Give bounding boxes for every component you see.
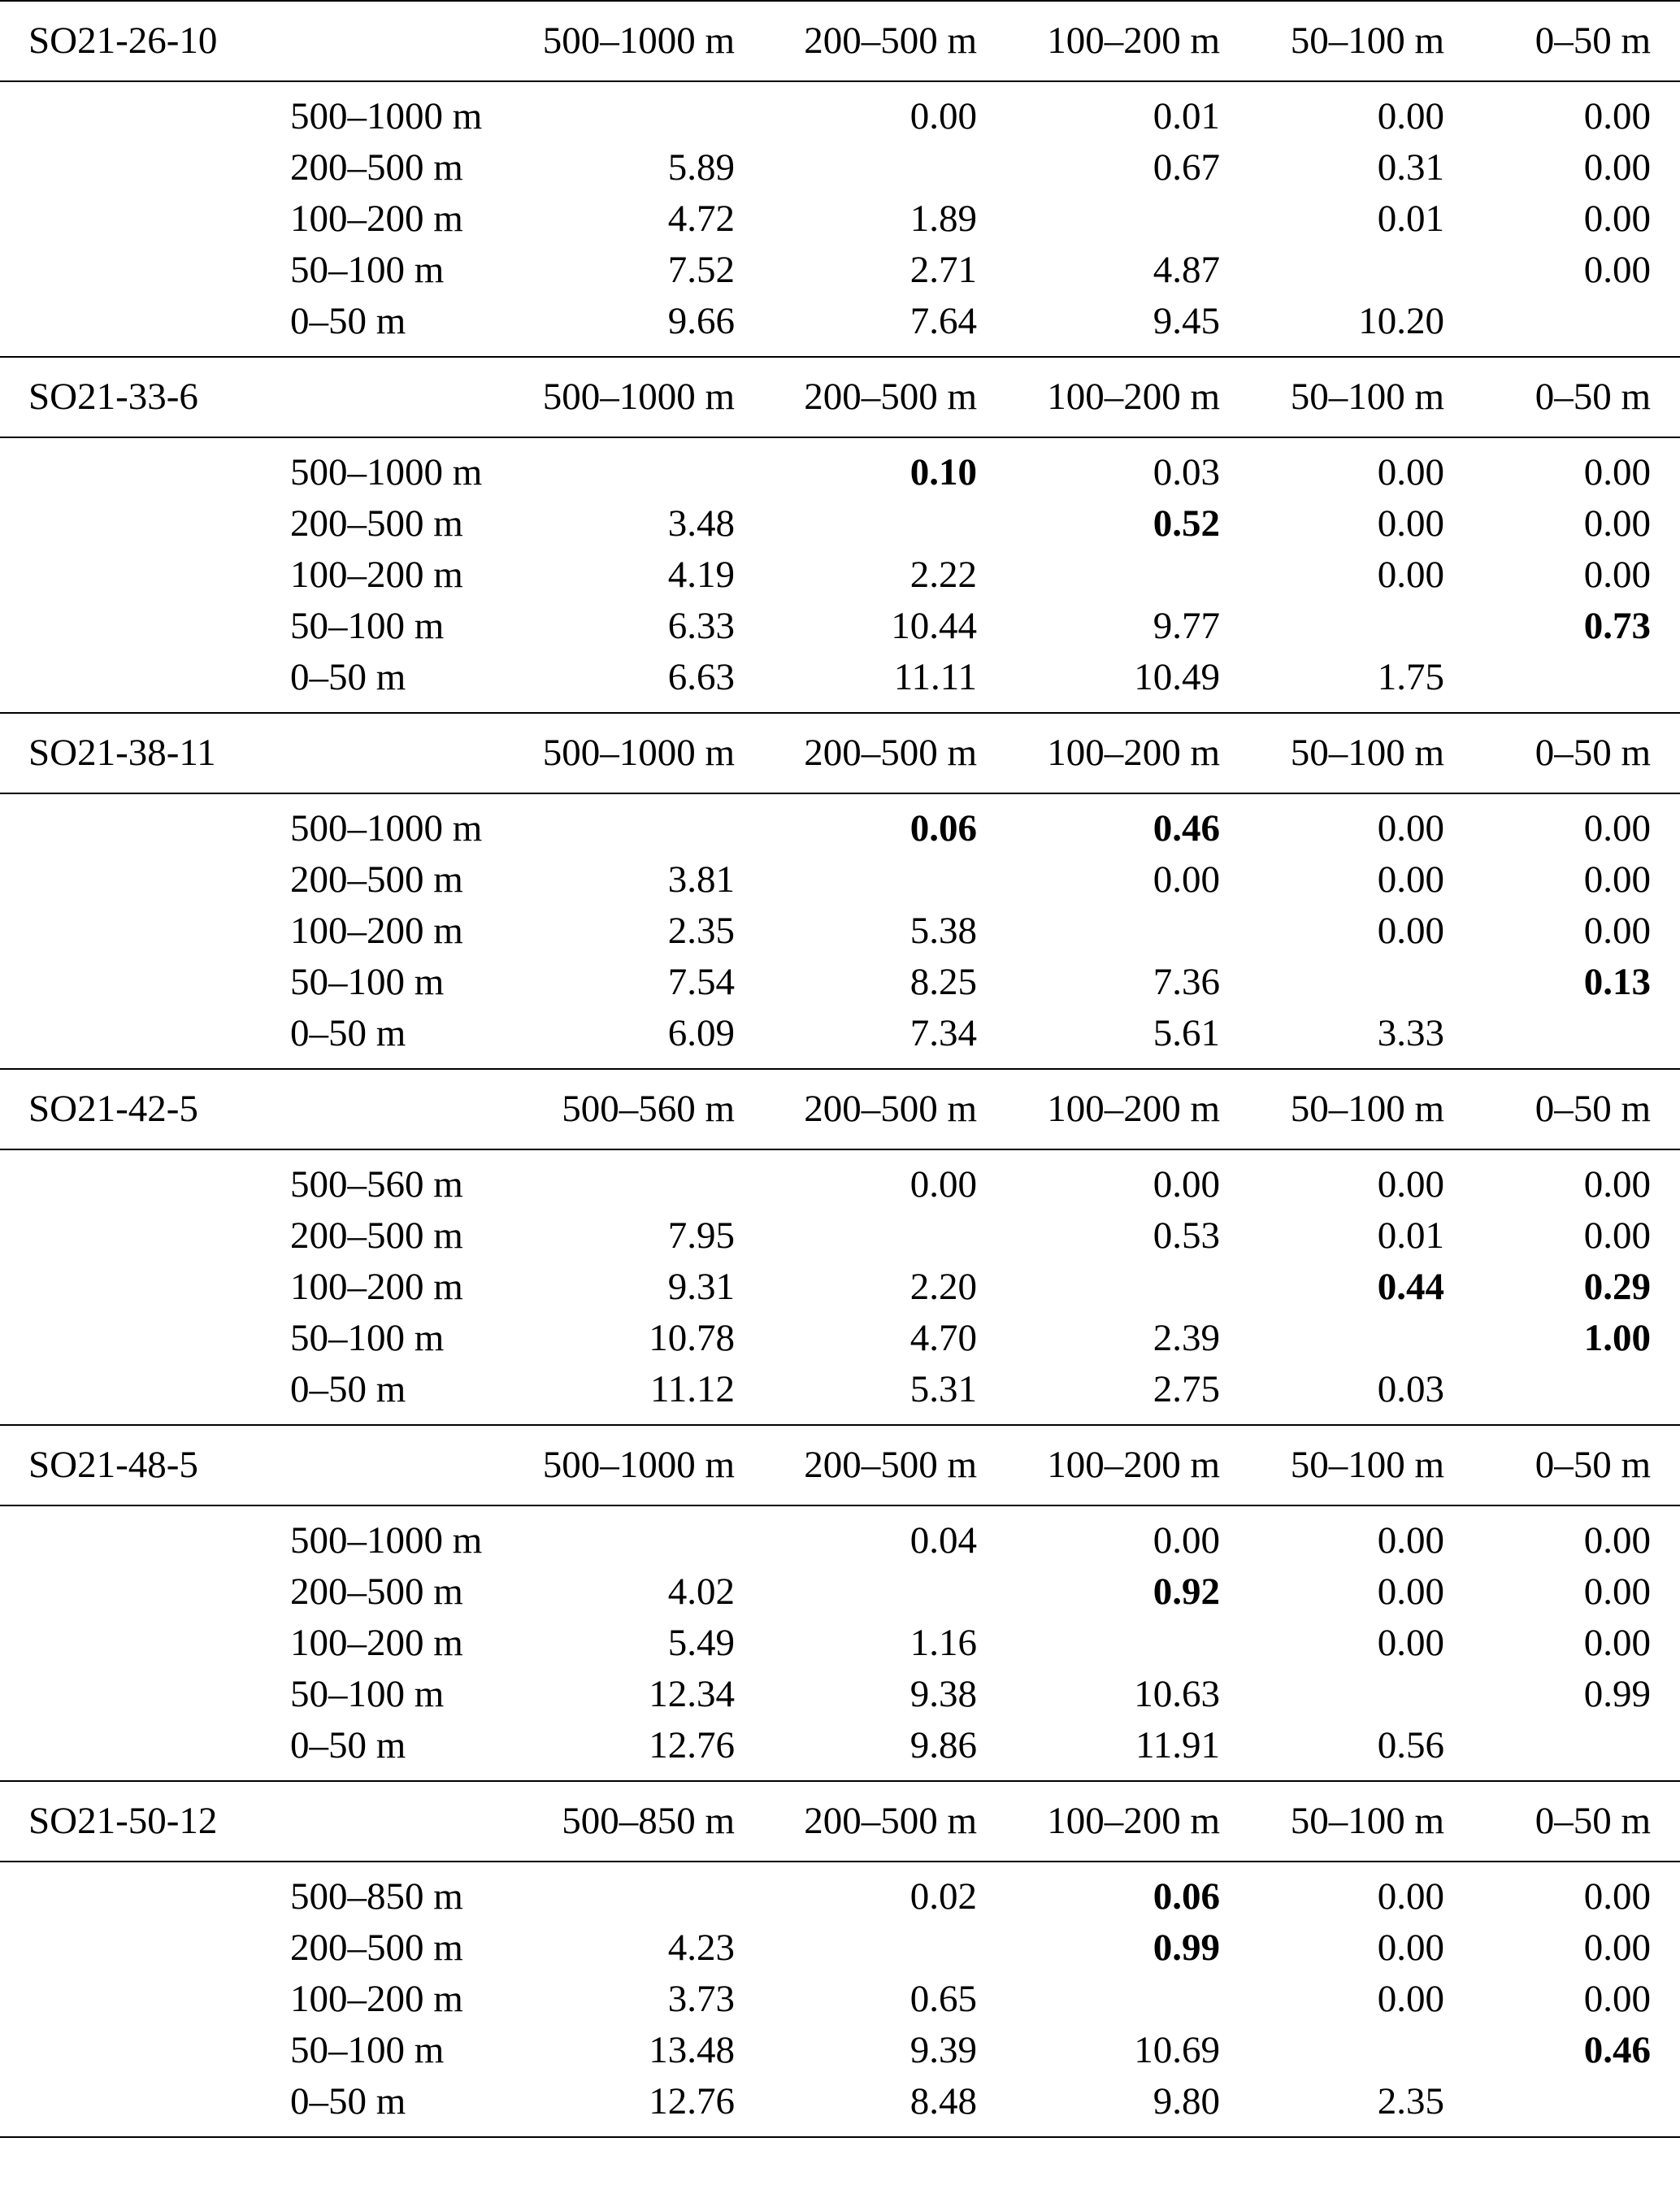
table-cell [1474,296,1680,347]
column-header: 100–200 m [1006,1,1249,81]
row-label: 200–500 m [290,1927,463,1969]
table-row [0,1669,1680,1720]
table-cell: 10.49 [1134,656,1221,698]
table-cell: 0.00 [1583,198,1652,240]
table-cell: 4.19 [667,554,736,596]
table-cell: 2.39 [1153,1317,1221,1359]
row-label: 100–200 m [290,1978,463,2020]
table-cell: 9.80 [1153,2080,1221,2122]
table-cell: 0.99 [1583,1673,1652,1715]
row-indent [0,498,290,550]
row-label: 200–500 m [290,1214,463,1257]
table-cell: 2.71 [909,249,978,291]
row-label: 0–50 m [290,1012,406,1054]
column-header: 0–50 m [1474,1,1680,81]
table-cell: 4.02 [667,1571,736,1613]
row-label: 500–1000 m [290,807,483,849]
table-cell: 0.00 [1377,451,1445,493]
table-cell: 10.69 [1134,2029,1221,2071]
row-label: 50–100 m [290,1673,445,1715]
table-cell [1474,1720,1680,1771]
table-row [0,1008,1680,1059]
row-label: 200–500 m [290,502,463,545]
station-label: SO21-33-6 [0,358,474,437]
row-indent [0,2025,290,2076]
row-label: 0–50 m [290,1724,406,1766]
row-label: 100–200 m [290,1622,463,1664]
station-label: SO21-42-5 [0,1070,474,1149]
row-label: 50–100 m [290,2029,445,2071]
block-header-row [0,358,1680,437]
table-cell: 0.00 [1583,146,1652,189]
table-cell: 7.36 [1153,961,1221,1003]
table-cell [1249,1669,1474,1720]
table-cell: 0.00 [1583,1571,1652,1613]
table-cell: 0.00 [1153,1163,1221,1206]
table-cell: 0.00 [1583,910,1652,952]
table-row [0,296,1680,347]
table-row [0,2025,1680,2076]
table-cell [474,1159,764,1210]
column-header: 0–50 m [1474,358,1680,437]
table-cell: 7.52 [667,249,736,291]
row-indent [0,1566,290,1618]
table-cell: 9.31 [667,1266,736,1308]
table-cell: 0.00 [1583,1214,1652,1257]
row-label: 500–850 m [290,1875,463,1918]
table-cell [764,1922,1006,1974]
row-indent [0,193,290,245]
table-cell: 6.63 [667,656,736,698]
table-cell [764,1210,1006,1262]
table-cell: 0.00 [1377,1978,1445,2020]
table-cell: 9.45 [1153,300,1221,342]
table-cell: 7.34 [909,1012,978,1054]
table-cell: 0.53 [1153,1214,1221,1257]
table-cell: 3.48 [667,502,736,545]
table-cell: 0.00 [909,1163,978,1206]
table-cell: 0.00 [1377,1163,1445,1206]
table-row [0,601,1680,652]
table-cell: 7.64 [909,300,978,342]
column-header: 200–500 m [764,1782,1006,1862]
row-label: 50–100 m [290,961,445,1003]
table-cell: 9.86 [909,1724,978,1766]
table-row [0,906,1680,957]
table-cell: 0.03 [1377,1368,1445,1410]
table-cell: 0.31 [1377,146,1445,189]
station-label: SO21-50-12 [0,1782,474,1862]
table-body [0,1,1680,2138]
table-cell: 8.25 [909,961,978,1003]
table-cell: 0.46 [1153,807,1221,849]
table-cell: 2.35 [667,910,736,952]
table-row [0,854,1680,906]
table-cell: 2.75 [1153,1368,1221,1410]
table-cell [1006,1618,1249,1669]
row-label: 50–100 m [290,605,445,647]
table-cell: 0.01 [1377,1214,1445,1257]
table-cell [1249,2025,1474,2076]
table-cell: 2.20 [909,1266,978,1308]
table-cell: 1.00 [1583,1317,1652,1359]
table-cell: 10.20 [1358,300,1445,342]
table-cell: 0.00 [1583,1875,1652,1918]
row-label: 0–50 m [290,1368,406,1410]
row-indent [0,1922,290,1974]
table-cell: 0.00 [1377,1519,1445,1562]
table-cell: 4.72 [667,198,736,240]
table-cell: 0.01 [1153,95,1221,137]
table-row [0,245,1680,296]
table-cell: 0.00 [1377,554,1445,596]
row-indent [0,550,290,601]
table-row [0,652,1680,703]
row-indent [0,296,290,347]
table-cell: 0.29 [1583,1266,1652,1308]
table-cell [1474,1364,1680,1415]
block-separator [0,2137,1680,2138]
row-indent [0,1262,290,1313]
row-label: 200–500 m [290,146,463,189]
table-cell: 5.89 [667,146,736,189]
row-label: 200–500 m [290,1571,463,1613]
table-cell [1006,1974,1249,2025]
table-cell [1249,957,1474,1008]
table-cell: 0.06 [1153,1875,1221,1918]
table-cell: 13.48 [649,2029,736,2071]
table-cell: 10.78 [649,1317,736,1359]
column-header: 100–200 m [1006,1070,1249,1149]
table-cell: 0.02 [909,1875,978,1918]
table-cell [474,1515,764,1566]
table-cell: 2.35 [1377,2080,1445,2122]
row-indent [0,1159,290,1210]
table-row [0,1566,1680,1618]
table-row [0,803,1680,854]
table-cell: 0.00 [1153,1519,1221,1562]
row-label: 500–1000 m [290,1519,483,1562]
table-row [0,1364,1680,1415]
row-label: 500–560 m [290,1163,463,1206]
table-cell: 0.00 [1583,858,1652,901]
column-header: 50–100 m [1249,1,1474,81]
table-cell: 0.92 [1153,1571,1221,1613]
table-cell [1006,906,1249,957]
table-cell: 9.38 [909,1673,978,1715]
table-cell [764,1566,1006,1618]
table-cell: 5.31 [909,1368,978,1410]
table-cell: 0.00 [1583,807,1652,849]
block-header-row [0,1782,1680,1862]
table-cell: 5.49 [667,1622,736,1664]
column-header: 50–100 m [1249,358,1474,437]
column-header: 50–100 m [1249,1070,1474,1149]
row-indent [0,1008,290,1059]
table-cell: 0.00 [1583,249,1652,291]
table-cell: 11.91 [1135,1724,1221,1766]
column-header: 200–500 m [764,1,1006,81]
station-label: SO21-48-5 [0,1426,474,1505]
table-cell [1006,550,1249,601]
row-label: 500–1000 m [290,451,483,493]
table-row [0,1210,1680,1262]
table-cell: 0.00 [1377,910,1445,952]
table-cell: 0.00 [1377,807,1445,849]
row-indent [0,1871,290,1922]
table-row [0,1262,1680,1313]
column-header: 100–200 m [1006,714,1249,793]
table-cell: 9.66 [667,300,736,342]
table-cell: 0.00 [1377,1571,1445,1613]
block-header-row [0,1426,1680,1505]
row-indent [0,803,290,854]
row-indent [0,91,290,142]
row-label: 0–50 m [290,2080,406,2122]
table-cell: 1.89 [909,198,978,240]
table-cell: 0.67 [1153,146,1221,189]
table-cell: 0.00 [1583,1163,1652,1206]
table-cell: 0.00 [1583,1622,1652,1664]
table-cell [1474,2076,1680,2127]
table-cell [1006,193,1249,245]
row-indent [0,1364,290,1415]
column-header: 200–500 m [764,1070,1006,1149]
table-cell [474,447,764,498]
table-cell: 0.00 [1583,1519,1652,1562]
column-header: 500–850 m [474,1782,764,1862]
table-cell: 12.76 [649,2080,736,2122]
table-row [0,1871,1680,1922]
table-cell: 6.09 [667,1012,736,1054]
row-indent [0,447,290,498]
table-cell: 6.33 [667,605,736,647]
table-cell: 0.00 [1377,1875,1445,1918]
table-cell [474,91,764,142]
table-cell: 0.00 [1153,858,1221,901]
column-header: 500–1000 m [474,358,764,437]
row-indent [0,1210,290,1262]
table-cell [1006,1262,1249,1313]
column-header: 500–560 m [474,1070,764,1149]
table-cell: 3.81 [667,858,736,901]
table-cell: 1.16 [909,1622,978,1664]
row-indent [0,957,290,1008]
column-header: 500–1000 m [474,1426,764,1505]
table-cell: 0.00 [1583,95,1652,137]
table-cell: 12.34 [649,1673,736,1715]
row-label: 500–1000 m [290,95,483,137]
station-label: SO21-38-11 [0,714,474,793]
table-row [0,1618,1680,1669]
block-header-row [0,714,1680,793]
table-cell: 0.56 [1377,1724,1445,1766]
column-header: 0–50 m [1474,1426,1680,1505]
station-label: SO21-26-10 [0,1,474,81]
table-cell: 0.00 [1377,502,1445,545]
row-label: 100–200 m [290,1266,463,1308]
row-indent [0,245,290,296]
table-cell: 0.65 [909,1978,978,2020]
row-indent [0,1669,290,1720]
table-cell: 0.00 [1583,1927,1652,1969]
row-indent [0,1618,290,1669]
column-header: 200–500 m [764,1426,1006,1505]
table-cell: 8.48 [909,2080,978,2122]
table-row [0,1313,1680,1364]
table-cell: 7.54 [667,961,736,1003]
row-indent [0,906,290,957]
table-cell: 0.44 [1377,1266,1445,1308]
column-header: 500–1000 m [474,1,764,81]
table-cell [764,498,1006,550]
table-cell: 0.73 [1583,605,1652,647]
table-cell: 0.00 [1583,554,1652,596]
table-cell: 2.22 [909,554,978,596]
table-cell [764,142,1006,193]
table-cell: 0.00 [1377,95,1445,137]
table-row [0,2076,1680,2127]
row-label: 100–200 m [290,198,463,240]
table-row [0,142,1680,193]
column-header: 50–100 m [1249,1426,1474,1505]
table-row [0,550,1680,601]
column-header: 100–200 m [1006,358,1249,437]
row-indent [0,2076,290,2127]
column-header: 500–1000 m [474,714,764,793]
column-header: 200–500 m [764,714,1006,793]
table-cell: 4.70 [909,1317,978,1359]
column-header: 0–50 m [1474,714,1680,793]
row-indent [0,601,290,652]
column-header: 100–200 m [1006,1426,1249,1505]
column-header: 200–500 m [764,358,1006,437]
column-header: 50–100 m [1249,1782,1474,1862]
row-label: 0–50 m [290,656,406,698]
row-label: 50–100 m [290,1317,445,1359]
row-indent [0,1720,290,1771]
table-cell: 12.76 [649,1724,736,1766]
table-row [0,1922,1680,1974]
table-row [0,91,1680,142]
table-cell: 9.39 [909,2029,978,2071]
table-cell [474,1871,764,1922]
table-cell: 1.75 [1377,656,1445,698]
table-row [0,447,1680,498]
table-cell: 5.38 [909,910,978,952]
table-cell [764,854,1006,906]
row-label: 100–200 m [290,910,463,952]
row-indent [0,1515,290,1566]
row-label: 0–50 m [290,300,406,342]
column-header: 0–50 m [1474,1070,1680,1149]
row-label: 200–500 m [290,858,463,901]
table-cell: 0.00 [1377,858,1445,901]
row-label: 100–200 m [290,554,463,596]
table-cell: 0.04 [909,1519,978,1562]
row-indent [0,652,290,703]
table-cell: 0.06 [909,807,978,849]
table-row [0,957,1680,1008]
table-cell: 3.73 [667,1978,736,2020]
table-cell: 0.00 [1583,1978,1652,2020]
table-cell: 9.77 [1153,605,1221,647]
table-cell: 3.33 [1377,1012,1445,1054]
table-cell: 5.61 [1153,1012,1221,1054]
row-indent [0,142,290,193]
row-indent [0,854,290,906]
table-cell: 0.13 [1583,961,1652,1003]
table-cell: 11.11 [893,656,978,698]
block-header-row [0,1,1680,81]
table-cell: 0.00 [1583,451,1652,493]
table-cell: 10.63 [1134,1673,1221,1715]
table-cell: 0.52 [1153,502,1221,545]
table-cell: 0.99 [1153,1927,1221,1969]
table-cell: 11.12 [650,1368,736,1410]
column-header: 50–100 m [1249,714,1474,793]
table-row [0,193,1680,245]
table-cell: 0.00 [909,95,978,137]
table-row [0,498,1680,550]
column-header: 0–50 m [1474,1782,1680,1862]
table-cell: 0.03 [1153,451,1221,493]
block-header-row [0,1070,1680,1149]
table-cell [474,803,764,854]
table-cell: 10.44 [891,605,978,647]
table-cell: 0.10 [909,451,978,493]
table-cell: 0.00 [1377,1622,1445,1664]
row-indent [0,1313,290,1364]
table-cell: 0.00 [1377,1927,1445,1969]
row-indent [0,1974,290,2025]
row-label: 50–100 m [290,249,445,291]
table-cell: 7.95 [667,1214,736,1257]
table-row [0,1720,1680,1771]
table-cell: 4.87 [1153,249,1221,291]
table-cell [1249,1313,1474,1364]
table-cell: 0.01 [1377,198,1445,240]
table-row [0,1159,1680,1210]
table-row [0,1974,1680,2025]
table-row [0,1515,1680,1566]
table-cell [1249,601,1474,652]
table-cell: 4.23 [667,1927,736,1969]
table-cell: 0.00 [1583,502,1652,545]
table-cell: 0.46 [1583,2029,1652,2071]
table-cell [1474,652,1680,703]
table-cell [1249,245,1474,296]
table-cell [1474,1008,1680,1059]
column-header: 100–200 m [1006,1782,1249,1862]
